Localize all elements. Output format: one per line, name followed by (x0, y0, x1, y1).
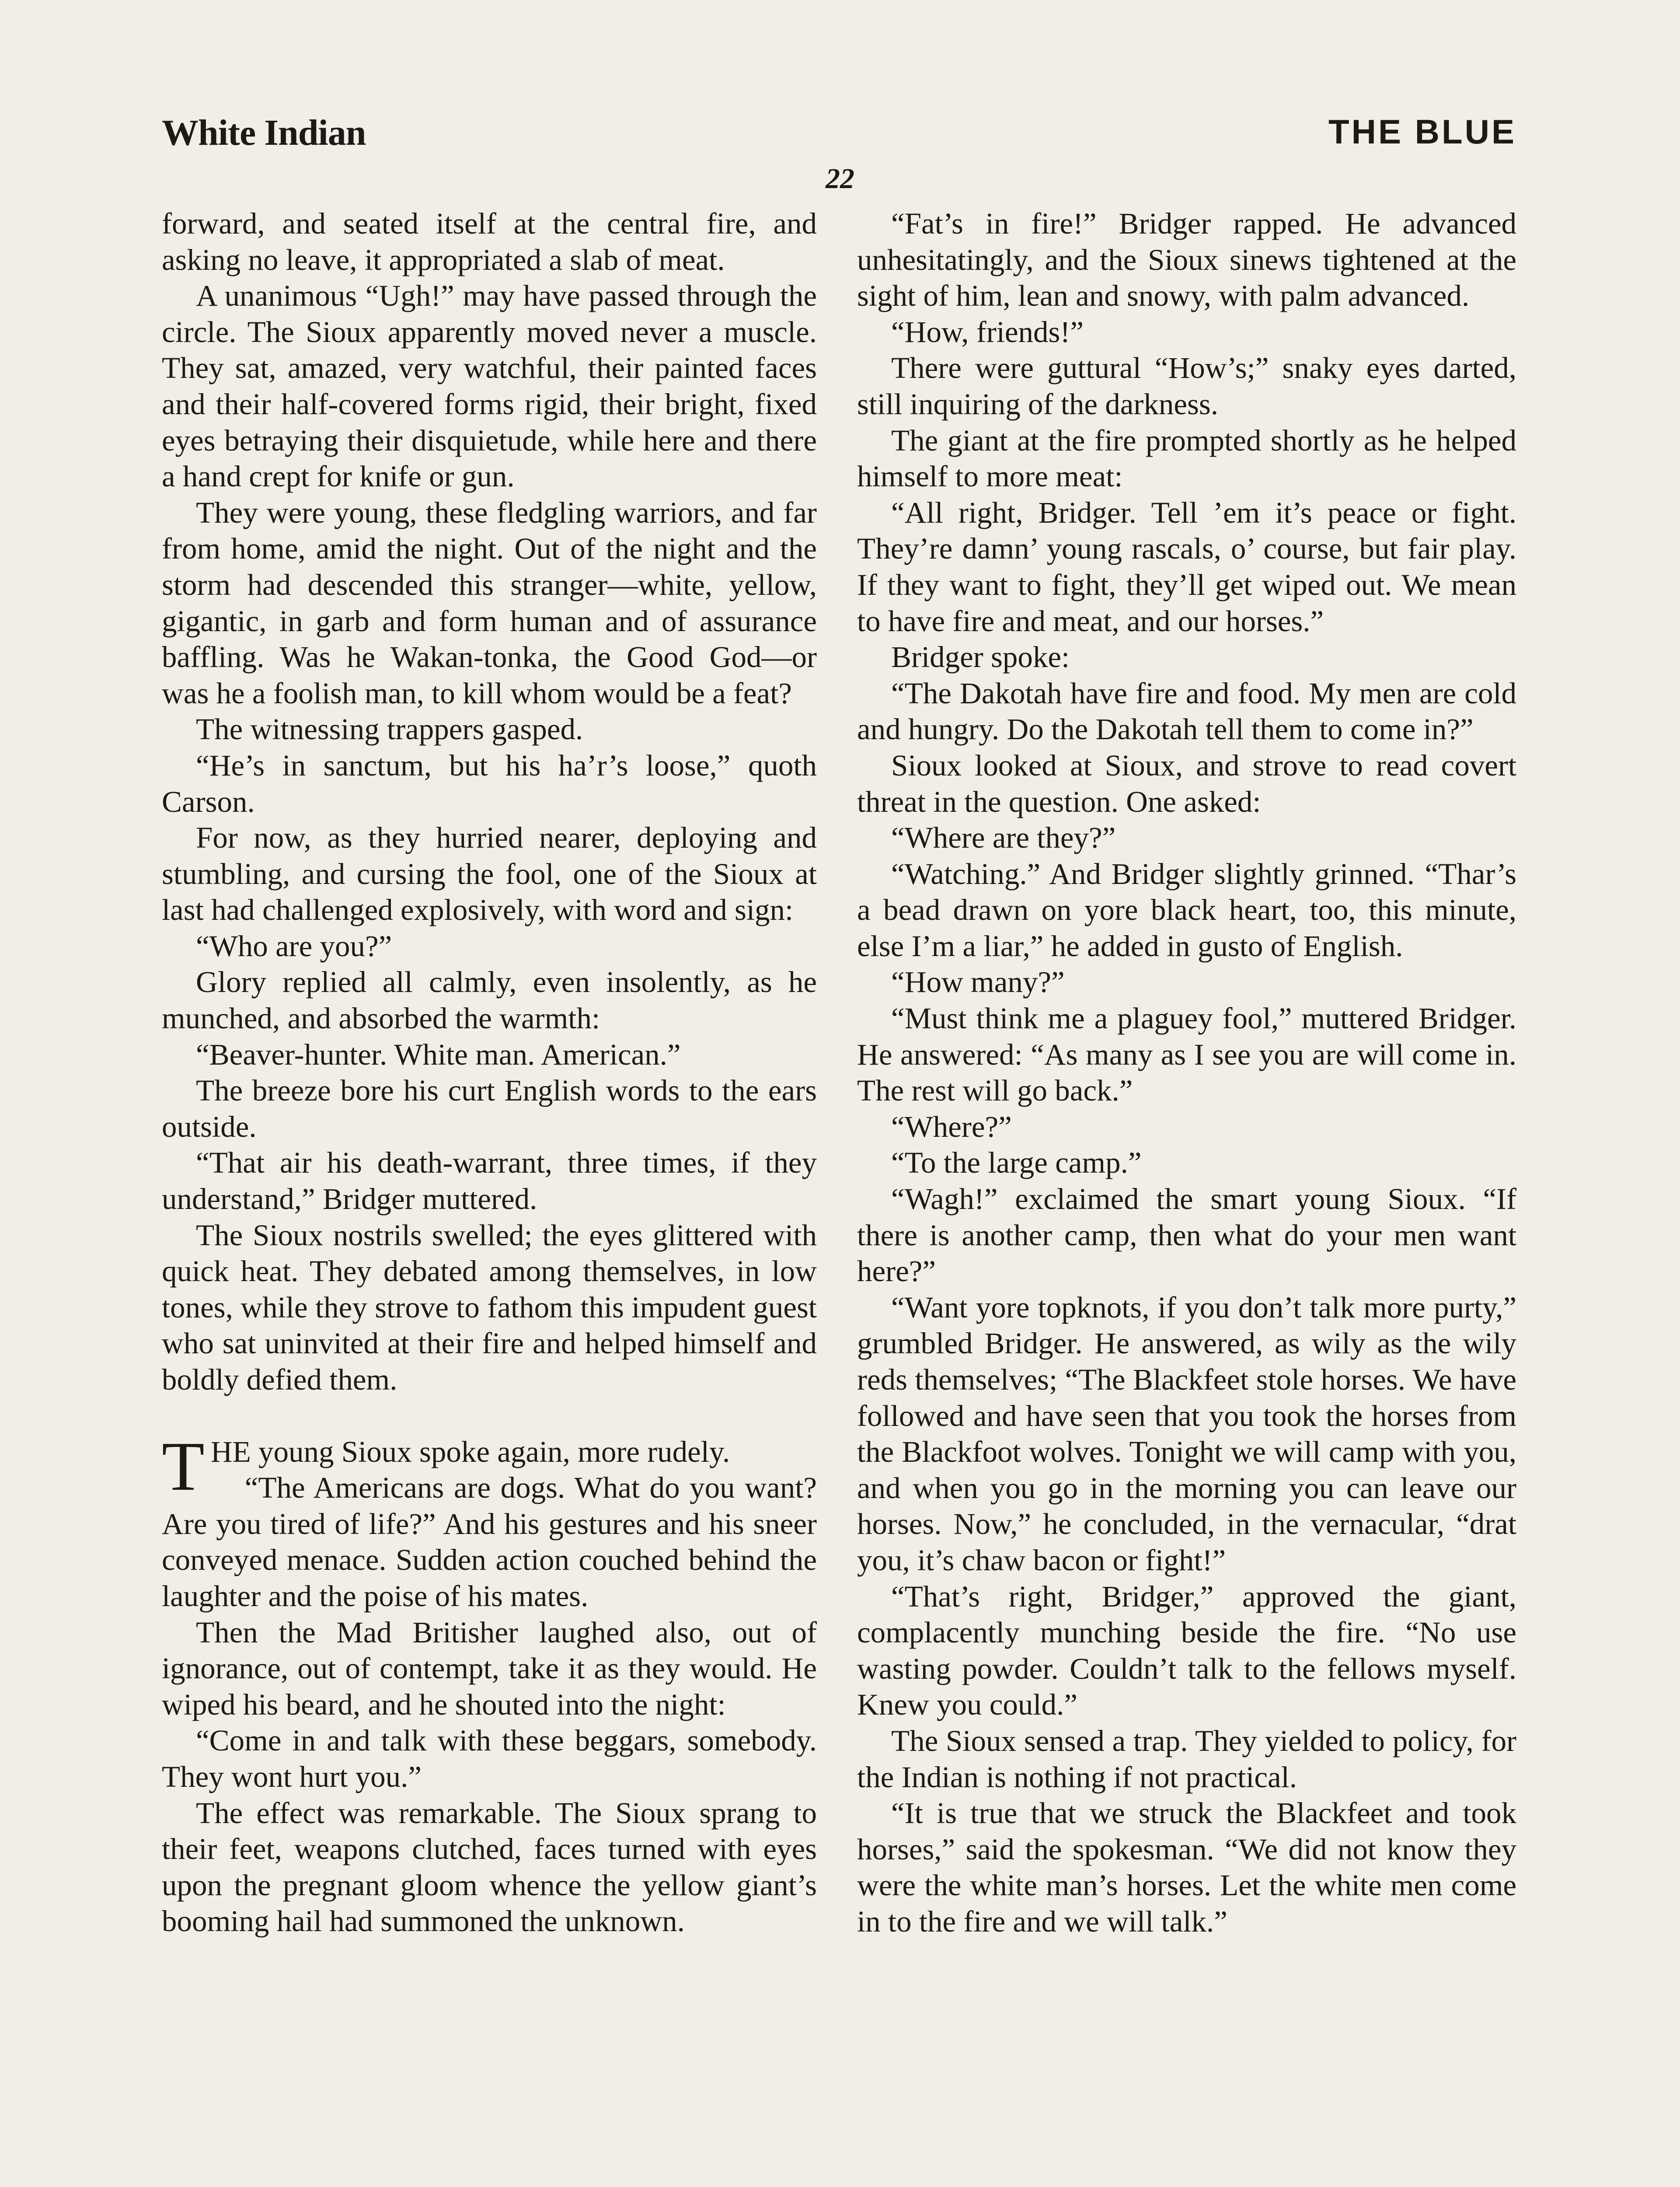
paragraph: “Wagh!” exclaimed the smart young Sioux. “If there is another camp, then what do your men want here?” (857, 1182, 1516, 1288)
paragraph: Sioux looked at Sioux, and strove to read covert threat in the question. One asked: (857, 748, 1516, 818)
paragraph: “It is true that we struck the Blackfeet and took horses,” said the spokesman. “We did not know they were the white man’s horses. Let the white men come in to the fire and we will talk.” (857, 1796, 1516, 1938)
paragraph: “Watching.” And Bridger slightly grinned. “Thar’s a bead drawn on yore black heart, too, this minute, else I’m a liar,” he added in gusto of English. (857, 857, 1516, 963)
paragraph: The Sioux nostrils swelled; the eyes glittered with quick heat. They debated among themselves, in low tones, while they strove to fathom this impudent guest who sat uninvited at their fire and helped himself and boldly defied them. (162, 1218, 817, 1396)
paragraph: “That air his death-warrant, three times, if they understand,” Bridger muttered. (162, 1146, 817, 1216)
paragraph: forward, and seated itself at the central fire, and asking no leave, it appropriated a slab of meat. (162, 207, 817, 276)
paragraph: Then the Mad Britisher laughed also, out of ignorance, out of contempt, take it as they would. He wiped his beard, and he shouted into the night: (162, 1615, 817, 1721)
paragraph: “Beaver-hunter. White man. American.” (196, 1038, 681, 1071)
paragraph: The Sioux sensed a trap. They yielded to policy, for the Indian is nothing if not practical. (857, 1724, 1516, 1794)
paragraph: “Where are they?” (891, 821, 1116, 855)
left-column (162, 206, 817, 1939)
paragraph: “All right, Bridger. Tell ’em it’s peace or fight. They’re damn’ young rascals, o’ course, but fair play. If they want to fight, they’ll get wiped out. We mean to have fire and meat, and our horses.” (857, 496, 1516, 638)
paragraph: “Must think me a plaguey fool,” muttered Bridger. He answered: “As many as I see you are will come in. The rest will go back.” (857, 1002, 1516, 1107)
paragraph: “To the large camp.” (891, 1146, 1142, 1180)
paragraph: Bridger spoke: (891, 640, 1070, 674)
paragraph: The giant at the fire prompted shortly as he helped himself to more meat: (857, 423, 1516, 493)
paragraph: “He’s in sanctum, but his ha’r’s loose,” quoth Carson. (162, 748, 817, 818)
paragraph: “Come in and talk with these beggars, somebody. They wont hurt you.” (162, 1724, 817, 1793)
paragraph: “Want yore topknots, if you don’t talk more purty,” grumbled Bridger. He answered, as wily as the wily reds themselves; “The Blackfeet stole horses. We have followed and have seen that you took the horses from the Blackfoot wolves. Tonight we will camp with you, and when you go in the morning you can leave our horses. Now,” he concluded, in the vernacular, “drat you, it’s chaw bacon or fight!” (857, 1290, 1516, 1577)
paragraph: “Who are you?” (196, 929, 392, 963)
paragraph: “The Americans are dogs. What do you want? Are you tired of life?” And his gestures and his sneer conveyed menace. Sudden action couched behind the laughter and the poise of his mates. (162, 1471, 817, 1613)
right-column (857, 206, 1516, 1940)
paragraph: For now, as they hurried nearer, deploying and stumbling, and cursing the fool, one of the Sioux at last had challenged explosively, with word and sign: (162, 821, 817, 927)
section-start-paragraph (162, 1427, 817, 1505)
drop-cap: T (162, 1427, 205, 1505)
running-head-title: White Indian (162, 112, 366, 153)
page-number: 22 (826, 163, 854, 195)
section-start-text: HE young Sioux spoke again, more rudely. (210, 1435, 730, 1468)
paragraph: The breeze bore his curt English words to the ears outside. (162, 1074, 817, 1143)
paragraph: A unanimous “Ugh!” may have passed through the circle. The Sioux apparently moved never a muscle. They sat, amazed, very watchful, their painted faces and their half-covered forms rigid, their bright, fixed eyes betraying their disquietude, while here and there a hand crept for knife or gun. (162, 279, 817, 493)
paragraph: They were young, these fledgling warriors, and far from home, amid the night. Out of the night and the storm had descended this stranger—white, yellow, gigantic, in garb and form human and of assurance baffling. Was he Wakan-tonka, the Good God—or was he a foolish man, to kill whom would be a feat? (162, 496, 817, 710)
paragraph: “That’s right, Bridger,” approved the giant, complacently munching beside the fire. “No use wasting powder. Couldn’t talk to the fellows myself. Knew you could.” (857, 1579, 1516, 1722)
paragraph: The witnessing trappers gasped. (196, 713, 583, 746)
paragraph: “How, friends!” (891, 315, 1084, 349)
paragraph: “Fat’s in fire!” Bridger rapped. He advanced unhesitatingly, and the Sioux sinews tightened at the sight of him, lean and snowy, with palm advanced. (857, 207, 1516, 313)
paragraph: “How many?” (891, 965, 1065, 999)
paragraph: “Where?” (891, 1110, 1012, 1143)
paragraph: “The Dakotah have fire and food. My men are cold and hungry. Do the Dakotah tell them to come in?” (857, 676, 1516, 746)
paragraph: Glory replied all calmly, even insolently, as he munched, and absorbed the warmth: (162, 965, 817, 1035)
paragraph: The effect was remarkable. The Sioux sprang to their feet, weapons clutched, faces turned with eyes upon the pregnant gloom whence the yellow giant’s booming hail had summoned the unknown. (162, 1796, 817, 1938)
running-head-magazine: THE BLUE (1328, 112, 1516, 151)
paragraph: There were guttural “How’s;” snaky eyes darted, still inquiring of the darkness. (857, 351, 1516, 421)
